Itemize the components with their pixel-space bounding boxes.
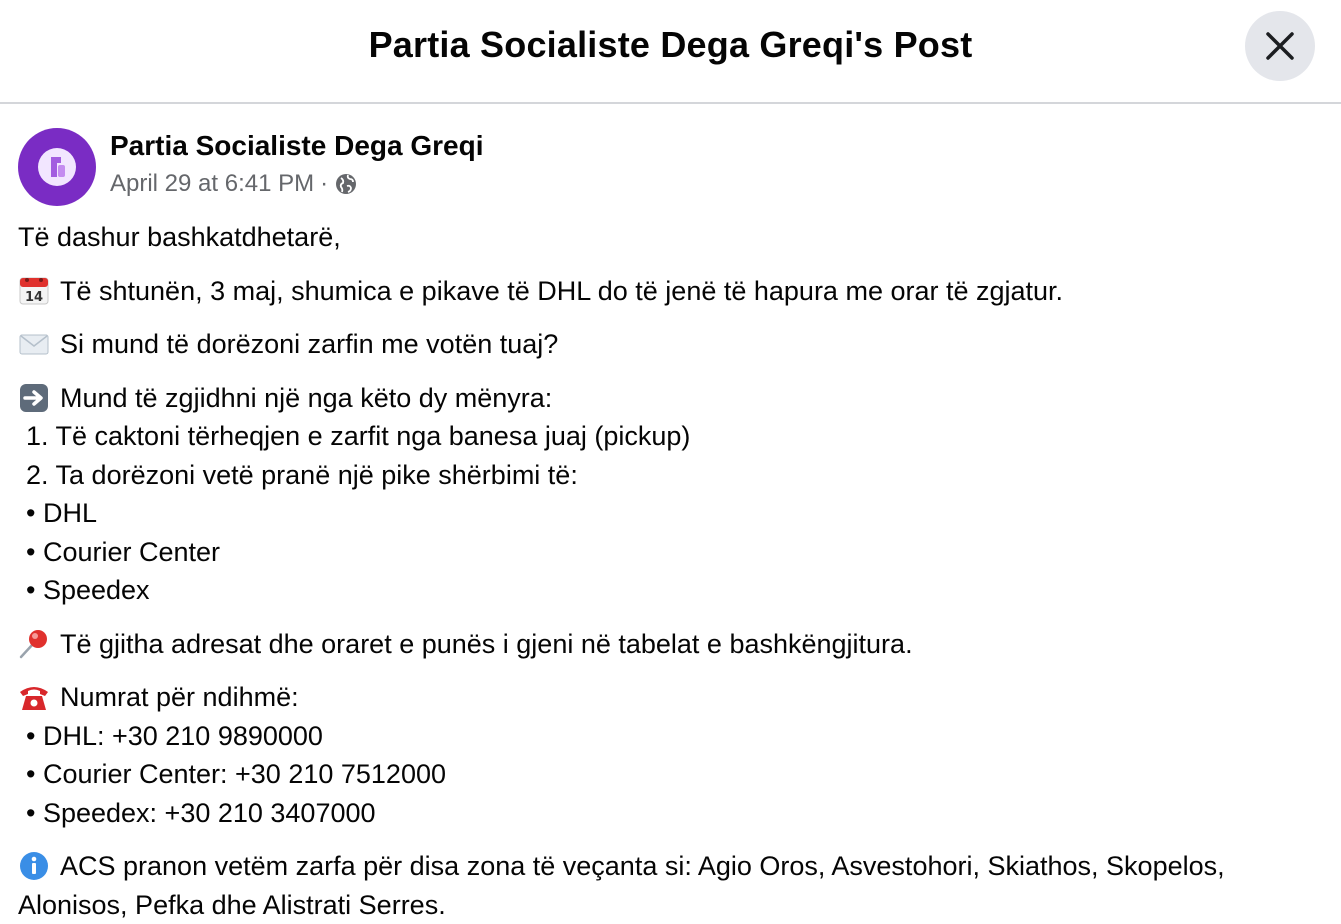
option-1: 1. Të caktoni tërheqjen e zarfit nga banesa juaj (pickup) bbox=[26, 421, 691, 451]
service-dhl: • DHL bbox=[26, 498, 97, 528]
number-speedex: • Speedex: +30 210 3407000 bbox=[26, 797, 376, 828]
party-logo-icon bbox=[35, 145, 79, 189]
saturday-text: Të shtunën, 3 maj, shumica e pikave të DHL do të jenë të hapura me orar të zgjatur. bbox=[60, 275, 1064, 306]
author-name-link[interactable]: Partia Socialiste Dega Greqi bbox=[110, 130, 484, 161]
option-2: 2. Ta dorëzoni vetë pranë një pike shërbimi të: bbox=[26, 459, 578, 490]
post-line-saturday bbox=[18, 272, 1318, 311]
dialog-title: Partia Socialiste Dega Greqi's Post bbox=[368, 24, 973, 65]
numbers-title-text: Numrat për ndihmë: bbox=[60, 682, 299, 712]
calendar-icon bbox=[18, 274, 50, 306]
meta-separator: · bbox=[320, 170, 329, 197]
post-line-acs bbox=[18, 847, 1318, 924]
post-meta bbox=[110, 170, 358, 198]
dialog-header bbox=[0, 0, 1341, 104]
post-line-question bbox=[18, 325, 1318, 364]
information-icon bbox=[18, 849, 50, 881]
avatar[interactable] bbox=[18, 128, 96, 206]
addresses-text: Të gjitha adresat dhe oraret e punës i gjeni në tabelat e bashkëngjitura. bbox=[60, 628, 913, 659]
envelope-icon bbox=[18, 327, 50, 359]
post-line-addresses bbox=[18, 625, 1318, 664]
post-text bbox=[18, 218, 1318, 924]
pushpin-icon bbox=[18, 627, 50, 659]
post-line-numbers-title bbox=[18, 678, 1318, 717]
choose-text: Mund të zgjidhni një nga këto dy mënyra: bbox=[60, 382, 553, 413]
close-icon bbox=[1263, 29, 1297, 63]
close-button[interactable] bbox=[1245, 11, 1315, 81]
number-courier-center: • Courier Center: +30 210 7512000 bbox=[26, 759, 446, 789]
post-line-greeting: Të dashur bashkatdhetarë, bbox=[18, 222, 341, 252]
globe-icon[interactable] bbox=[334, 172, 358, 196]
telephone-icon bbox=[18, 680, 50, 712]
question-text: Si mund të dorëzoni zarfin me votën tuaj? bbox=[60, 329, 559, 359]
service-courier-center: • Courier Center bbox=[26, 536, 221, 567]
post-timestamp[interactable]: April 29 at 6:41 PM bbox=[110, 170, 315, 197]
post-line-choose bbox=[18, 379, 1318, 418]
number-dhl: • DHL: +30 210 9890000 bbox=[26, 720, 323, 751]
svg-text:14: 14 bbox=[24, 289, 44, 305]
acs-text: ACS pranon vetëm zarfa për disa zona të veçanta si: Agio Oros, Asvestohori, Skiathos, Skopelos, Alonisos, Pefka dhe Alistrati Serres. bbox=[18, 851, 1225, 920]
service-speedex: • Speedex bbox=[26, 575, 150, 605]
right-arrow-icon bbox=[18, 381, 50, 413]
